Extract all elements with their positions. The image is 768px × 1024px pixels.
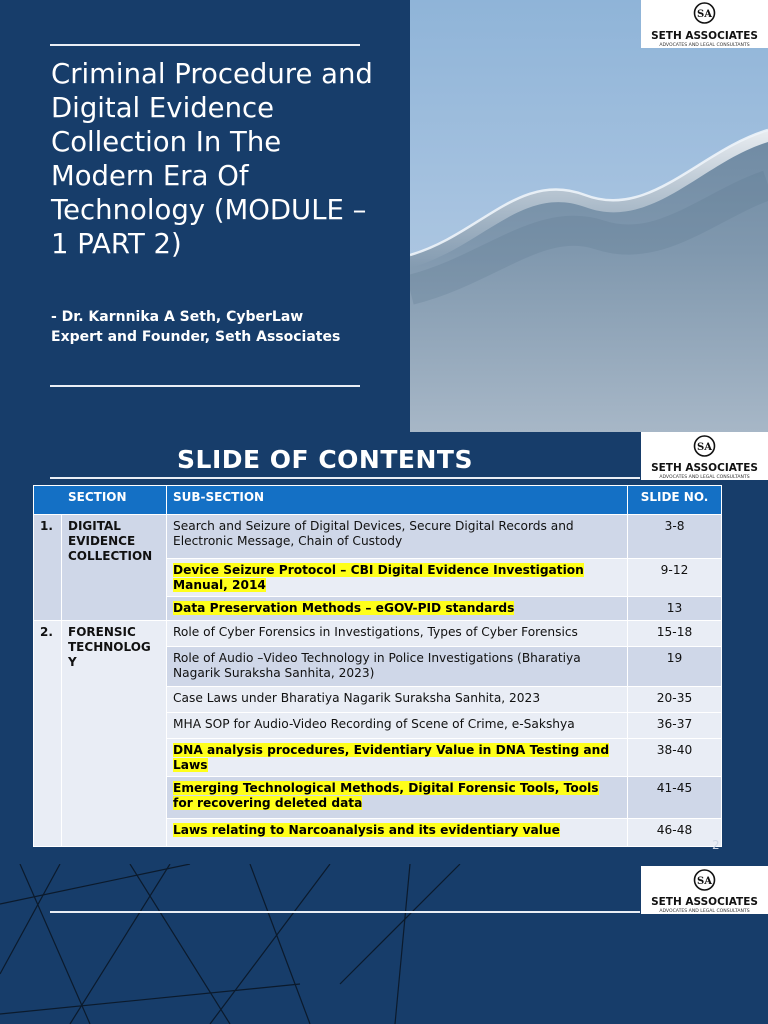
header-section: SECTION <box>34 486 167 515</box>
subsection-text: Role of Cyber Forensics in Investigations, Types of Cyber Forensics <box>173 625 578 639</box>
subsection-cell <box>167 621 628 647</box>
slide-range: 36-37 <box>628 713 722 739</box>
logo-tagline: ADVOCATES AND LEGAL CONSULTANTS <box>659 909 750 914</box>
subsection-text-highlighted: Device Seizure Protocol – CBI Digital Evidence Investigation Manual, 2014 <box>173 563 584 592</box>
logo-name: SETH ASSOCIATES <box>651 462 758 474</box>
logo-tagline: ADVOCATES AND LEGAL CONSULTANTS <box>659 475 750 480</box>
subsection-text-highlighted: Data Preservation Methods – eGOV-PID standards <box>173 601 515 615</box>
subsection-text: MHA SOP for Audio-Video Recording of Scene of Crime, e-Sakshya <box>173 717 575 731</box>
title-top-rule <box>50 44 360 46</box>
logo-name: SETH ASSOCIATES <box>651 30 758 42</box>
subsection-cell <box>167 739 628 777</box>
subsection-cell <box>167 559 628 597</box>
slide-range: 3-8 <box>628 515 722 559</box>
subsection-cell <box>167 713 628 739</box>
subsection-text: Case Laws under Bharatiya Nagarik Suraksha Sanhita, 2023 <box>173 691 541 705</box>
contents-slide <box>0 432 768 864</box>
table-header-row <box>34 486 722 515</box>
table-row <box>34 515 722 559</box>
slide-range: 19 <box>628 647 722 687</box>
author-line: - Dr. Karnnika A Seth, CyberLaw Expert and Founder, Seth Associates <box>51 309 341 345</box>
slide-range: 13 <box>628 597 722 621</box>
subsection-cell <box>167 687 628 713</box>
subsection-cell <box>167 819 628 847</box>
decorative-lines <box>0 864 500 1024</box>
contents-table <box>33 485 722 847</box>
contents-title: SLIDE OF CONTENTS <box>177 445 473 474</box>
subsection-text: Role of Audio –Video Technology in Police Investigations (Bharatiya Nagarik Suraksha Sanhita, 2023) <box>173 651 581 680</box>
slide-range: 46-48 <box>628 819 722 847</box>
subsection-text-highlighted: Laws relating to Narcoanalysis and its evidentiary value <box>173 823 560 837</box>
logo-monogram: SA <box>697 9 712 20</box>
third-slide <box>0 864 768 1024</box>
header-subsection: SUB-SECTION <box>167 486 628 515</box>
seth-associates-logo <box>641 0 768 48</box>
table-row <box>34 621 722 647</box>
logo-monogram: SA <box>697 442 712 453</box>
abstract-wave-image <box>410 0 768 432</box>
slide-range: 38-40 <box>628 739 722 777</box>
page-number: 2 <box>712 838 720 852</box>
slide-range: 15-18 <box>628 621 722 647</box>
section-name: FORENSIC TECHNOLOG Y <box>62 621 167 847</box>
presentation-title: Criminal Procedure and Digital Evidence Collection In The Modern Era Of Technology (MODULE – 1 PART 2) <box>51 58 373 260</box>
header-slide-no: SLIDE NO. <box>628 486 722 515</box>
slide-range: 9-12 <box>628 559 722 597</box>
slide3-rule <box>50 911 640 913</box>
title-bottom-rule <box>50 385 360 387</box>
slide-range: 41-45 <box>628 777 722 819</box>
subsection-cell <box>167 777 628 819</box>
logo-name: SETH ASSOCIATES <box>651 896 758 908</box>
logo-monogram: SA <box>697 876 712 887</box>
seth-associates-logo <box>641 866 768 914</box>
subsection-text: Search and Seizure of Digital Devices, Secure Digital Records and Electronic Message, Chain of Custody <box>173 519 574 548</box>
subsection-cell <box>167 597 628 621</box>
logo-tagline: ADVOCATES AND LEGAL CONSULTANTS <box>659 43 750 48</box>
subsection-cell <box>167 647 628 687</box>
section-number: 2. <box>34 621 62 847</box>
subsection-text-highlighted: Emerging Technological Methods, Digital Forensic Tools, Tools for recovering deleted data <box>173 781 599 810</box>
contents-rule <box>50 477 640 479</box>
title-slide <box>0 0 768 432</box>
section-name: DIGITAL EVIDENCE COLLECTION <box>62 515 167 621</box>
subsection-text-highlighted: DNA analysis procedures, Evidentiary Value in DNA Testing and Laws <box>173 743 610 772</box>
slide-range: 20-35 <box>628 687 722 713</box>
section-number: 1. <box>34 515 62 621</box>
subsection-cell <box>167 515 628 559</box>
seth-associates-logo <box>641 432 768 480</box>
